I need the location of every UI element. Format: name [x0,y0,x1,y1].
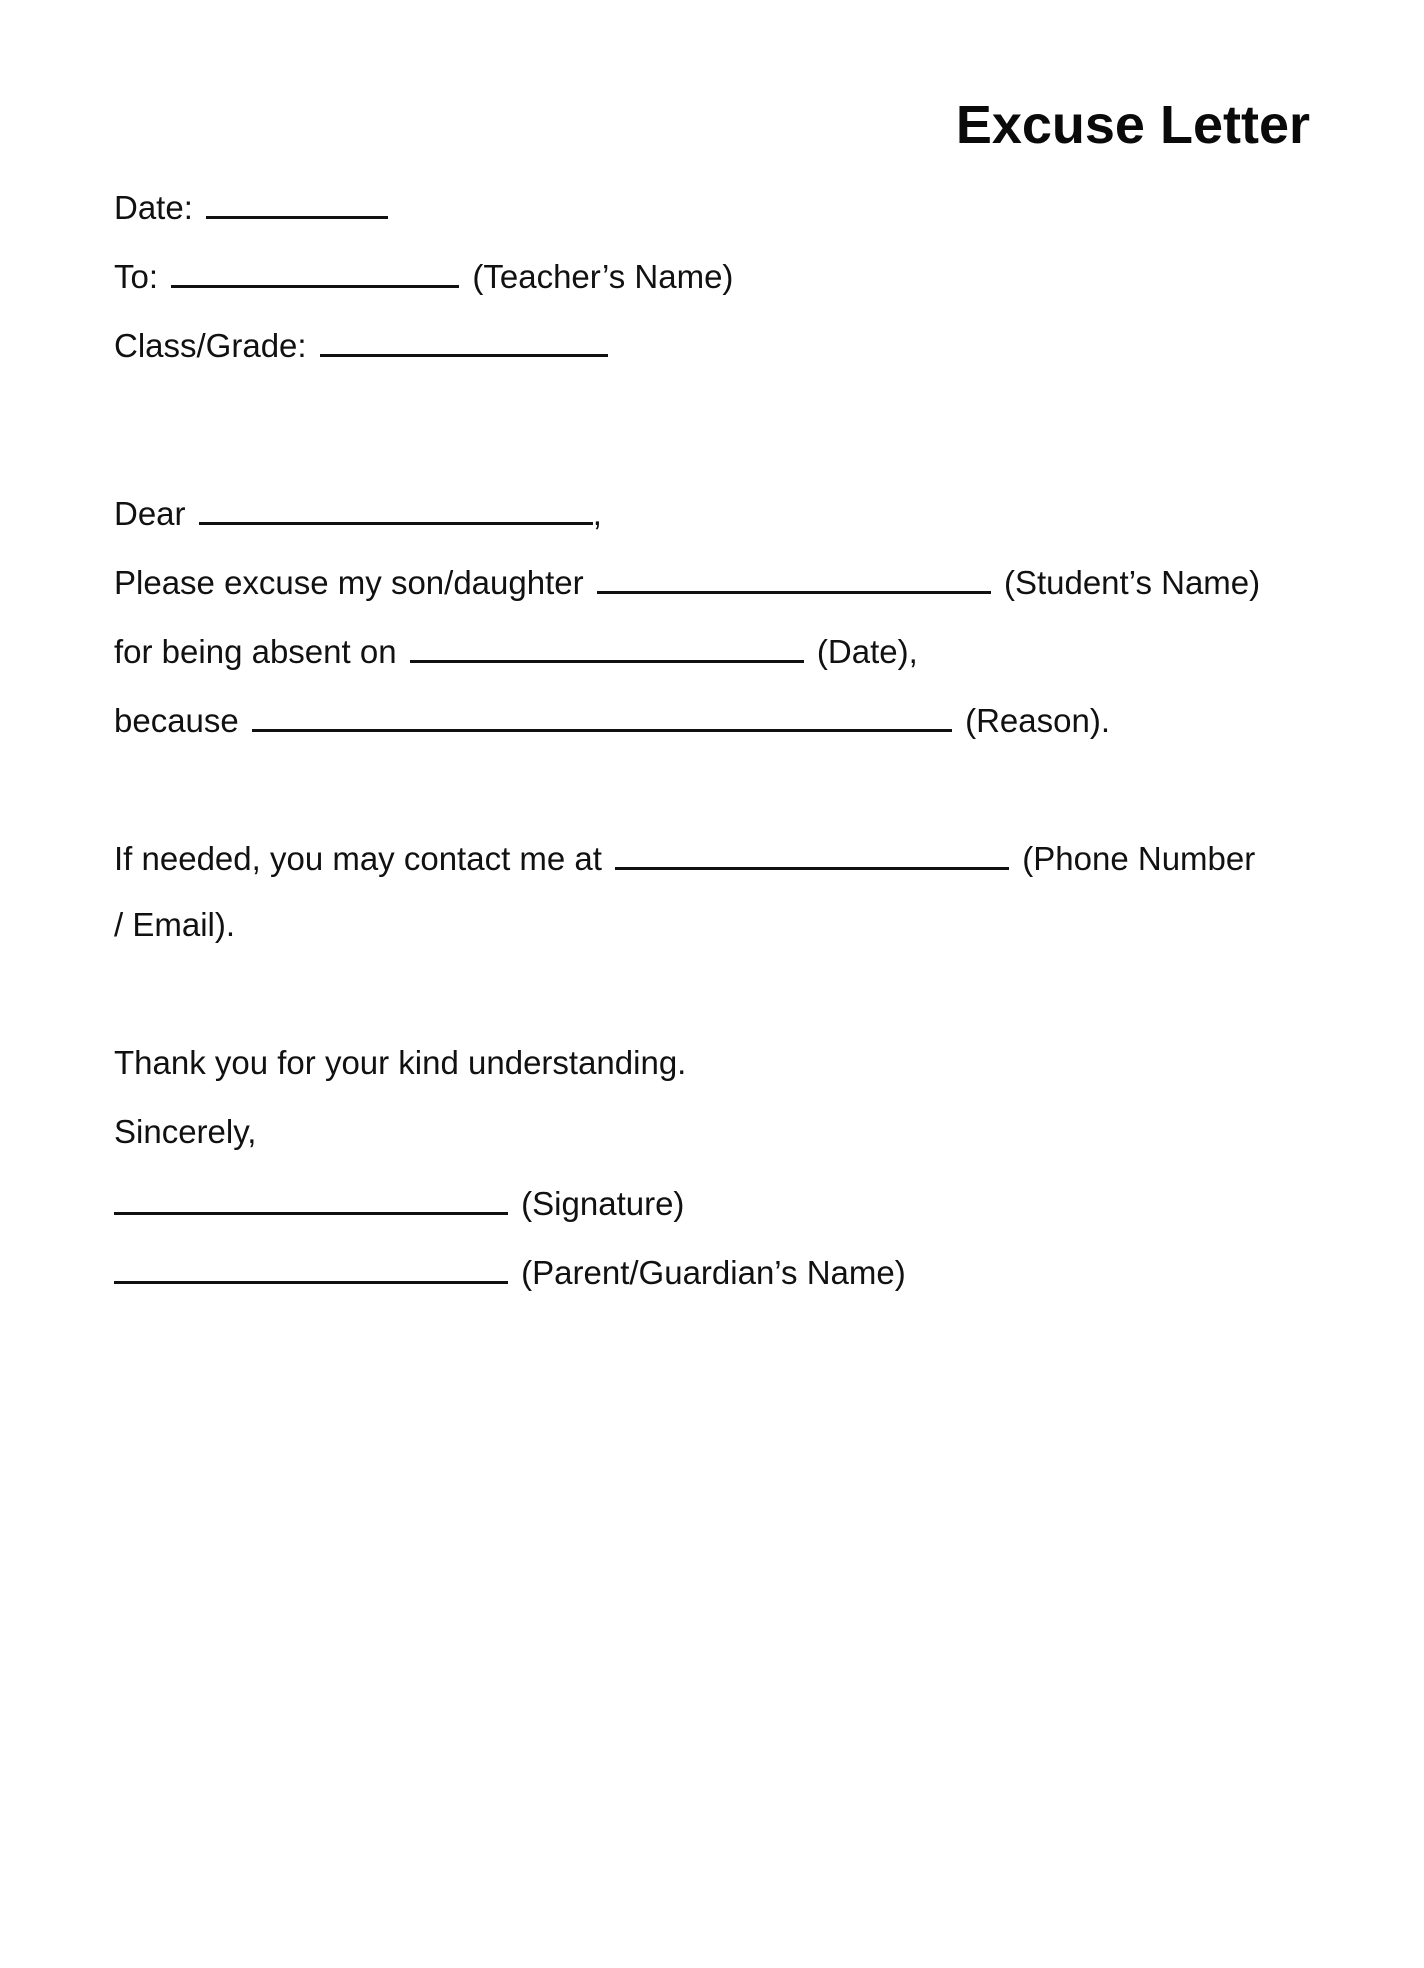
reason-blank[interactable] [252,699,952,732]
contact-hint-cont: / Email). [114,906,236,943]
dear-line [114,492,602,533]
dear-comma: , [592,495,602,532]
parent-name-line [114,1251,906,1292]
contact-text: If needed, you may contact me at [114,840,602,877]
absent-text: for being absent on [114,633,397,670]
closing-line [114,1113,256,1151]
signature-blank[interactable] [114,1182,508,1215]
reason-hint: (Reason). [965,702,1110,739]
absence-date-hint: (Date), [816,633,918,670]
dear-label: Dear [114,495,186,532]
class-grade-blank[interactable] [320,324,608,357]
salutation-blank[interactable] [199,492,593,525]
absent-line [114,630,918,671]
excuse-text: Please excuse my son/daughter [114,564,584,601]
class-label: Class/Grade: [114,327,307,364]
excuse-line [114,561,1260,602]
because-text: because [114,702,239,739]
date-blank[interactable] [206,186,388,219]
teacher-name-hint: (Teacher’s Name) [472,258,734,295]
signature-hint: (Signature) [521,1185,685,1222]
closing-text: Sincerely, [114,1113,257,1150]
thanks-line [114,1044,686,1082]
absence-date-blank[interactable] [410,630,804,663]
contact-hint: (Phone Number [1022,840,1256,877]
date-label: Date: [114,189,193,226]
parent-name-hint: (Parent/Guardian’s Name) [521,1254,906,1291]
student-name-blank[interactable] [597,561,991,594]
class-line [114,324,612,365]
student-name-hint: (Student’s Name) [1003,564,1261,601]
date-line [114,186,392,227]
contact-line-cont [114,906,235,944]
page-title: Excuse Letter [955,95,1310,155]
to-label: To: [114,258,159,295]
contact-line [114,837,1255,878]
thanks-text: Thank you for your kind understanding. [114,1044,687,1081]
teacher-name-blank[interactable] [171,255,459,288]
signature-line [114,1182,684,1223]
parent-name-blank[interactable] [114,1251,508,1284]
contact-blank[interactable] [615,837,1009,870]
reason-line [114,699,1110,740]
to-line [114,255,733,296]
